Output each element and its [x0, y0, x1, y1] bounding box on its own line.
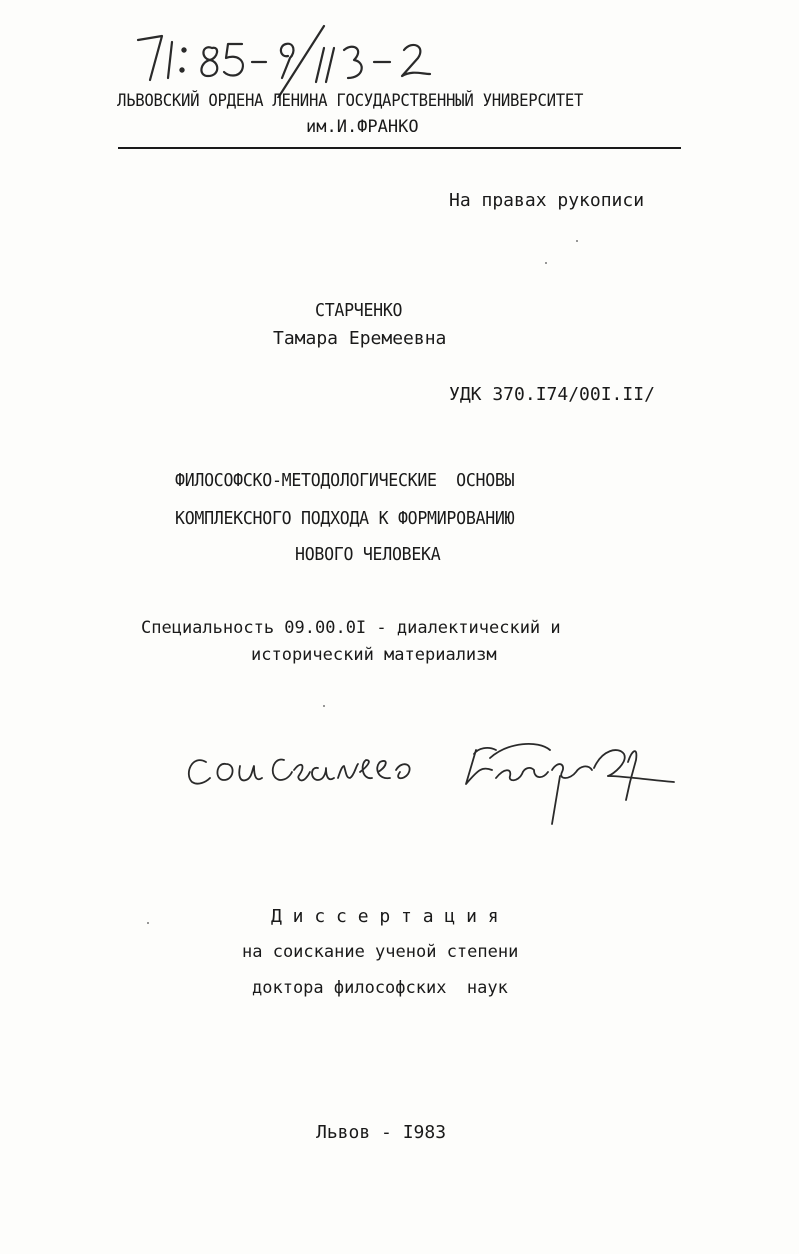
scan-speck: [323, 705, 325, 707]
manuscript-note: На правах рукописи: [449, 190, 645, 211]
specialty-line-1: Специальность 09.00.0I - диалектический и: [141, 618, 561, 638]
university-named-after: им.И.ФРАНКО: [306, 117, 419, 137]
title-line-1: ФИЛОСОФСКО-МЕТОДОЛОГИЧЕСКИЕ ОСНОВЫ: [175, 470, 515, 491]
author-surname: СТАРЧЕНКО: [315, 300, 403, 321]
udc-code: УДК 370.I74/00I.II/: [449, 384, 655, 405]
scan-speck: [576, 240, 578, 242]
title-line-2: КОМПЛЕКСНОГО ПОДХОДА К ФОРМИРОВАНИЮ: [175, 508, 515, 529]
scan-speck: [147, 922, 149, 924]
signature-block: [178, 720, 678, 830]
scan-speck: [545, 262, 547, 264]
place-year: Львов - I983: [316, 1122, 447, 1143]
archive-mark: [128, 18, 458, 98]
degree-line-3: доктора философских наук: [252, 978, 508, 998]
title-line-3: НОВОГО ЧЕЛОВЕКА: [295, 544, 441, 565]
specialty-line-2: исторический материализм: [251, 645, 497, 665]
degree-line-2: на соискание ученой степени: [242, 942, 519, 962]
university-name: ЛЬВОВСКИЙ ОРДЕНА ЛЕНИНА ГОСУДАРСТВЕННЫЙ УНИВЕРСИТЕТ: [117, 91, 584, 111]
author-given-names: Тамара Еремеевна: [273, 328, 447, 349]
header-rule: [118, 147, 681, 149]
degree-title: Д и с с е р т а ц и я: [271, 906, 499, 927]
